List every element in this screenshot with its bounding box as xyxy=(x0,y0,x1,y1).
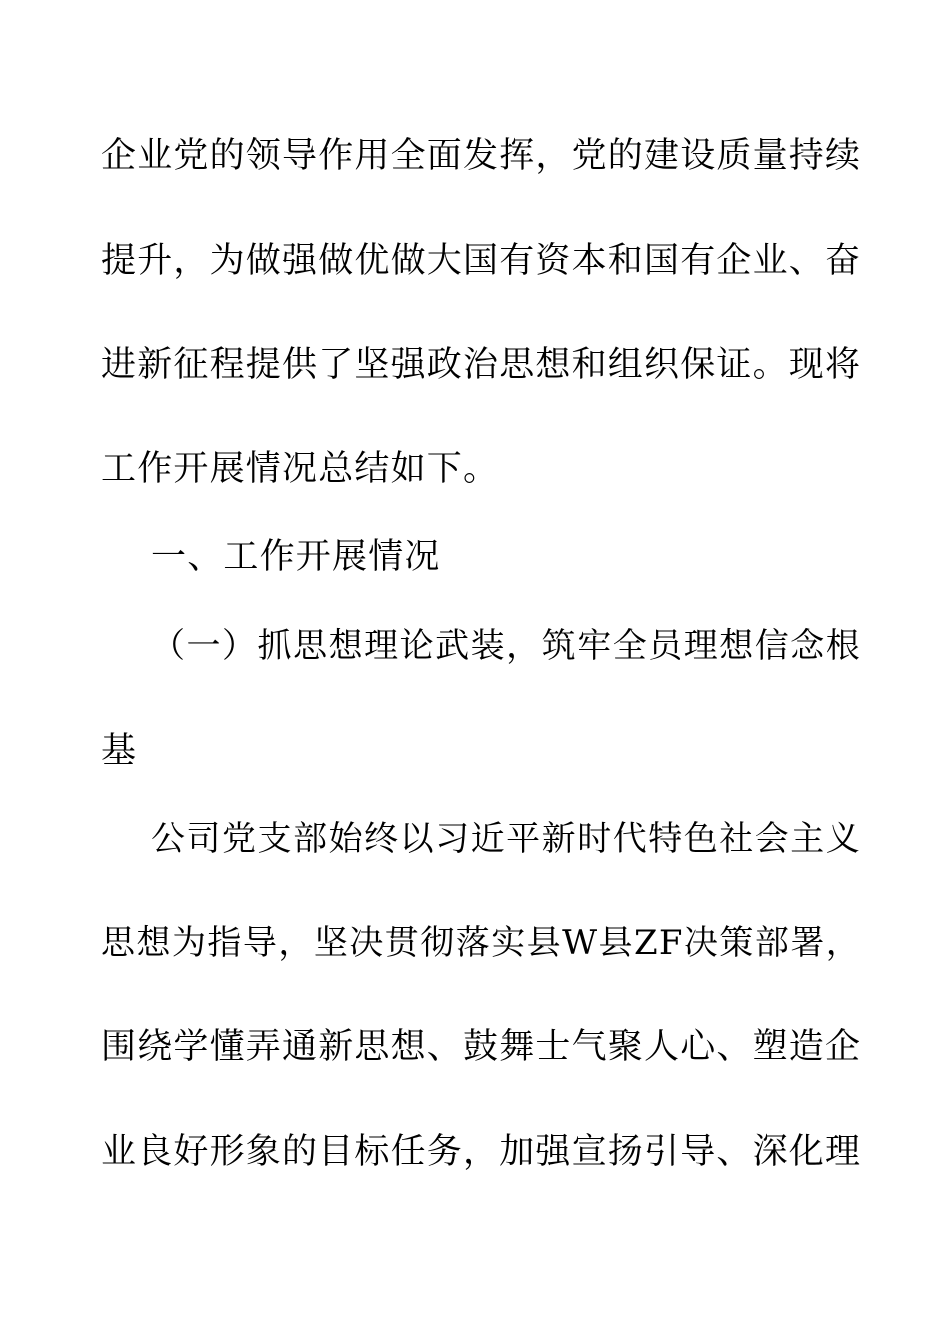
subsection-heading-line-2: 基 xyxy=(101,731,138,771)
paragraph-line-2: 思想为指导，坚决贯彻落实县W县ZF决策部署， xyxy=(101,923,861,963)
paragraph-line-3: 围绕学懂弄通新思想、鼓舞士气聚人心、塑造企 xyxy=(101,1027,862,1067)
body-line-4: 工作开展情况总结如下。 xyxy=(101,449,500,489)
body-line-3: 进新征程提供了坚强政治思想和组织保证。现将 xyxy=(101,345,862,385)
body-line-2: 提升，为做强做优做大国有资本和国有企业、奋 xyxy=(101,241,862,281)
section-heading: 一、工作开展情况 xyxy=(151,537,441,577)
paragraph-line-4: 业良好形象的目标任务，加强宣扬引导、深化理 xyxy=(101,1132,862,1172)
body-line-1: 企业党的领导作用全面发挥，党的建设质量持续 xyxy=(101,136,862,176)
paragraph-line-1: 公司党支部始终以习近平新时代特色社会主义 xyxy=(151,819,861,859)
subsection-heading-line-1: （一）抓思想理论武装，筑牢全员理想信念根 xyxy=(151,626,861,666)
